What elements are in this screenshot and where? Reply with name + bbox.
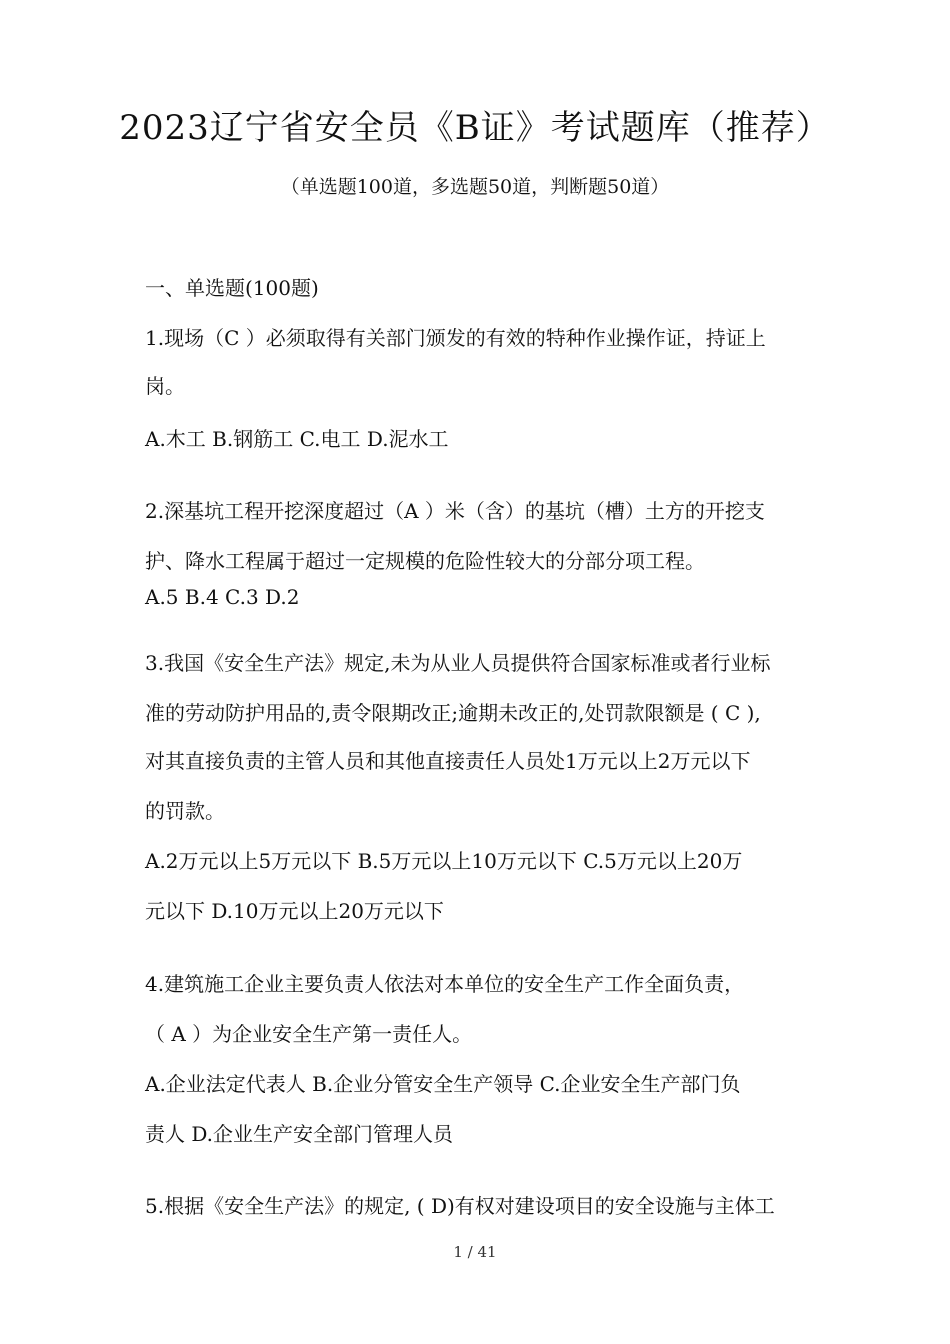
question-1-line-2: 岗。 [145,374,185,398]
question-5-line-1: 5.根据《安全生产法》的规定, ( D)有权对建设项目的安全设施与主体工 [145,1194,775,1218]
question-2-options: A.5 B.4 C.3 D.2 [145,585,300,609]
question-3-options-line-1: A.2万元以上5万元以下 B.5万元以上10万元以下 C.5万元以上20万 [145,849,743,873]
question-4-options-line-2: 责人 D.企业生产安全部门管理人员 [145,1122,454,1146]
section-heading: 一、单选题(100题) [145,276,319,300]
question-1-line-1: 1.现场（C ）必须取得有关部门颁发的有效的特种作业操作证，持证上 [145,326,766,350]
question-3-line-4: 的罚款。 [145,799,225,823]
question-4-options-line-1: A.企业法定代表人 B.企业分管安全生产领导 C.企业安全生产部门负 [145,1072,741,1096]
question-2-line-2: 护、降水工程属于超过一定规模的危险性较大的分部分项工程。 [145,549,705,573]
question-2-line-1: 2.深基坑工程开挖深度超过（A ）米（含）的基坑（槽）土方的开挖支 [145,499,765,523]
document-subtitle: （单选题100道，多选题50道，判断题50道） [280,176,670,198]
page-indicator: 1 / 41 [453,1243,497,1261]
question-3-options-line-2: 元以下 D.10万元以上20万元以下 [145,899,444,923]
question-3-line-3: 对其直接负责的主管人员和其他直接责任人员处1万元以上2万元以下 [145,749,751,773]
question-3-line-2: 准的劳动防护用品的,责令限期改正;逾期未改正的,处罚款限额是 ( C ), [145,701,761,725]
question-4-line-1: 4.建筑施工企业主要负责人依法对本单位的安全生产工作全面负责， [145,972,745,996]
question-4-line-2: （ A ）为企业安全生产第一责任人。 [145,1022,473,1046]
question-3-line-1: 3.我国《安全生产法》规定,未为从业人员提供符合国家标准或者行业标 [145,651,771,675]
question-1-options: A.木工 B.钢筋工 C.电工 D.泥水工 [145,427,449,451]
document-title: 2023辽宁省安全员《B证》考试题库（推荐） [119,108,831,148]
